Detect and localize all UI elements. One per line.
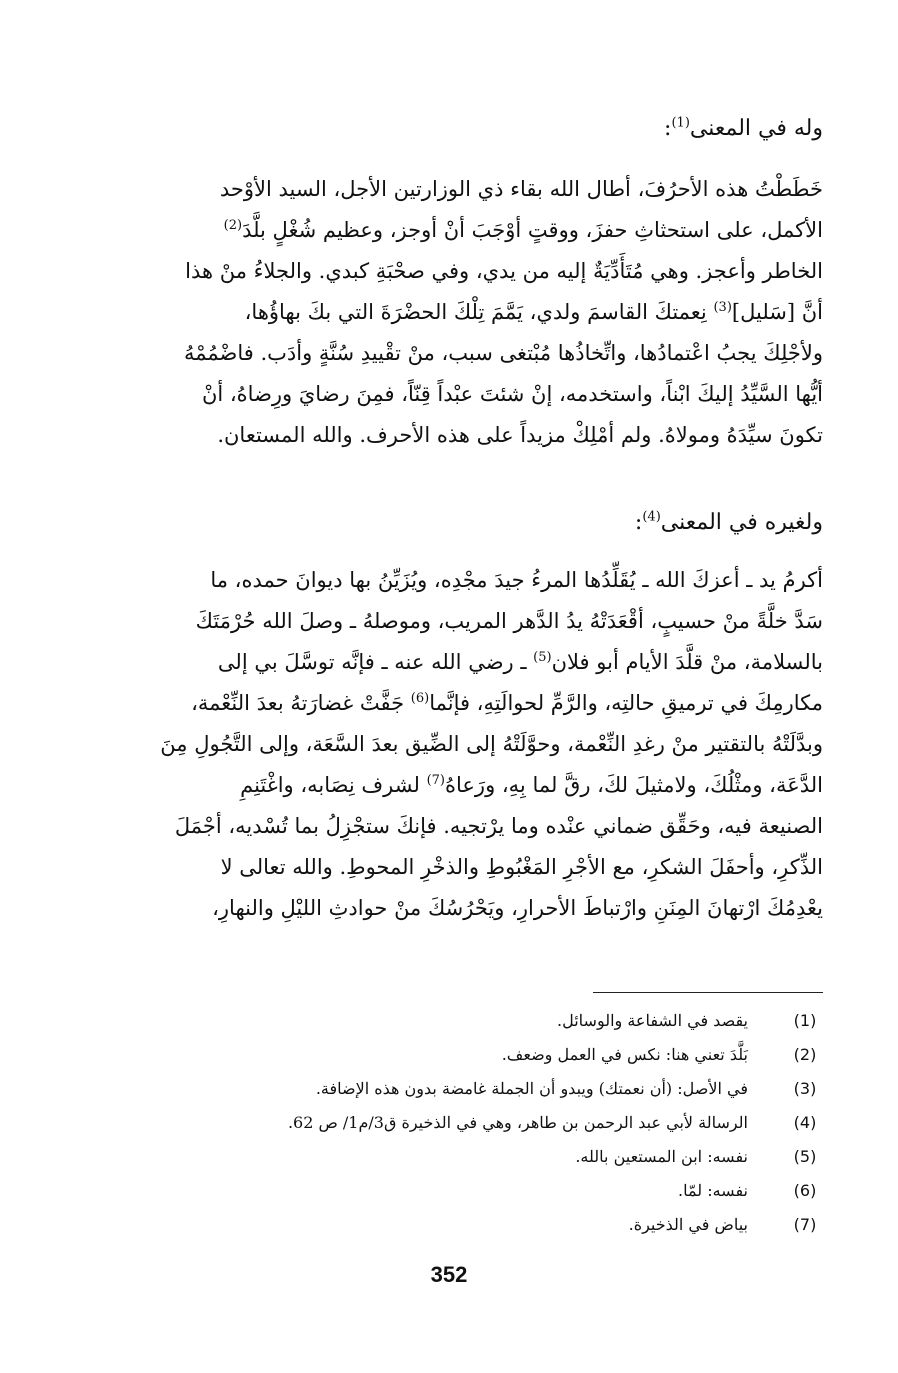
section-heading-2 [635, 510, 823, 535]
footnote-text: الرسالة لأبي عبد الرحمن بن طاهر، وهي في الذخيرة ق3/م1/ ص 62. [287, 1113, 748, 1132]
section-heading-1 [664, 116, 823, 141]
footnote-item [60, 1113, 823, 1147]
letter-paragraph-1 [60, 169, 823, 456]
footnote-number: (7) [793, 1215, 817, 1234]
text-line: وبدَّلَتْهُ بالتقتير منْ رغدِ النِّعْمة، وحوَّلَتْهُ إلى الضِّيق بعدَ السَّعَة، وإلى التَّجُولِ مِنَ [160, 732, 823, 756]
heading-text: ولغيره في المعنى [660, 510, 823, 535]
footnote-ref: (4) [642, 509, 661, 525]
footnote-text: بَلَّدَ تعني هنا: نكس في العمل وضعف. [501, 1045, 748, 1064]
footnote-ref: (3) [713, 300, 732, 315]
text-line [60, 292, 823, 333]
text-run: مكارمِكَ في ترميقِ حالتِه، والرَّمِّ لحوالَتِهِ، فإنَّما [429, 691, 823, 715]
footnote-text: في الأصل: (أن نعمتك) ويبدو أن الجملة غامضة بدون هذه الإضافة. [315, 1079, 748, 1098]
footnote-text: يقصد في الشفاعة والوسائل. [557, 1011, 748, 1030]
footnote-divider [593, 992, 823, 993]
footnote-ref: (7) [426, 773, 445, 788]
footnote-number: (5) [793, 1147, 817, 1166]
footnote-number: (2) [793, 1045, 817, 1064]
heading-text: وله في المعنى [689, 116, 823, 141]
letter-paragraph-2 [60, 560, 823, 929]
text-line: أيُّها السَّيِّدُ إليكَ ابْناً، واستخدمه، إنْ شئتَ عبْداً قِنّاً، فمِنَ رضايَ ورِضاهُ، أنْ [201, 382, 823, 406]
footnote-item [60, 1045, 823, 1079]
text-line: الذِّكرِ، وأحفَلَ الشكرِ، مع الأجْرِ المَغْبُوطِ والذخْرِ المحوطِ. والله تعالى لا [220, 855, 823, 879]
text-line [60, 683, 823, 724]
footnote-item [60, 1181, 823, 1215]
text-run: ـ رضي الله عنه ـ فإنَّه توسَّلَ بي إلى [217, 650, 534, 674]
footnote-ref: (5) [533, 650, 552, 665]
text-line: يعْدِمُكَ ارْتهانَ المِنَنِ وارْتباطَ الأحرارِ، ويَحْرُسُكَ منْ حوادثِ الليْلِ والنهارِ، [212, 896, 823, 920]
footnote-ref: (1) [671, 115, 690, 131]
page-number: 352 [430, 1262, 468, 1287]
footnote-item [60, 1147, 823, 1181]
text-line: خَطَطْتُ هذه الأحرُفَ، أطال الله بقاء ذي الوزارتين الأجل، السيد الأوْحد [219, 177, 823, 201]
text-line [60, 210, 823, 251]
text-line: الخاطر وأعجز. وهي مُتَأَدِّيَةٌ إليه من يدي، وفي صحْبَةِ كبدي. والجلاءُ منْ هذا [185, 259, 823, 283]
footnote-number: (3) [793, 1079, 817, 1098]
footnote-item [60, 1011, 823, 1045]
text-line: أكرمُ يد ـ أعزكَ الله ـ يُقَلِّدُها المرءُ جيدَ مجْدِه، ويُزَيِّنُ بها ديوانَ حمده، ما [210, 568, 823, 592]
text-line [60, 765, 823, 806]
footnote-text: نفسه: ابن المستعين بالله. [575, 1147, 748, 1166]
footnote-number: (6) [793, 1181, 817, 1200]
text-run: بالسلامة، منْ قلَّدَ الأيام أبو فلان [551, 650, 823, 674]
text-line: تكونَ سيِّدَهُ ومولاهُ. ولم أمْلِكْ مزيداً على هذه الأحرف. والله المستعان. [217, 423, 823, 447]
text-run: الدَّعَة، ومثْلُكَ، ولامثيلَ لكَ، رقَّ لما بِهِ، ورَعاهُ [445, 773, 823, 797]
footnote-text: بياض في الذخيرة. [628, 1215, 748, 1234]
text-run: نِعمتكَ القاسمَ ولدي، يَمَّمَ تِلْكَ الحضْرَةَ التي بكَ بهاؤُها، [244, 300, 714, 324]
heading-colon: : [664, 116, 672, 141]
footnote-text: نفسه: لمّا. [678, 1181, 748, 1200]
footnote-item [60, 1215, 823, 1249]
text-run: الأكمل، على استحثاثِ حفزَ، ووقتٍ أوْجَبَ أنْ أوجز، وعظيم شُغْلٍ بلَّدَ [242, 218, 823, 242]
text-line: الصنيعة فيه، وحَقِّق ضماني عنْده وما يرْتجيه. فإنكَ ستجْزِلُ بما تُسْديه، أجْمَلَ [174, 814, 823, 838]
text-run: لشرف نِصَابه، واغْتَنِمِ [240, 773, 427, 797]
text-line: سَدَّ خلَّةً منْ حسيبٍ، أقْعَدَتْهُ يدُ الدَّهر المريب، وموصلهُ ـ وصلَ الله حُرْمَتَكَ [195, 609, 823, 633]
text-line [60, 642, 823, 683]
footnote-item [60, 1079, 823, 1113]
footnote-number: (1) [793, 1011, 817, 1030]
footnotes [60, 1011, 823, 1249]
text-line: ولأجْلِكَ يجبُ اعْتمادُها، واتِّخاذُها مُبْتغى سبب، منْ تقْييدِ سُنَّةٍ وأدَب. فاضْمُمْهُ [183, 341, 823, 365]
text-run: جَفَّتْ غضارَتهُ بعدَ النِّعْمة، [191, 691, 411, 715]
footnote-ref: (6) [410, 691, 430, 706]
text-run: أنَّ [سَليل] [731, 300, 823, 324]
heading-colon: : [634, 510, 643, 535]
footnote-number: (4) [793, 1113, 817, 1132]
footnote-ref: (2) [223, 218, 243, 233]
